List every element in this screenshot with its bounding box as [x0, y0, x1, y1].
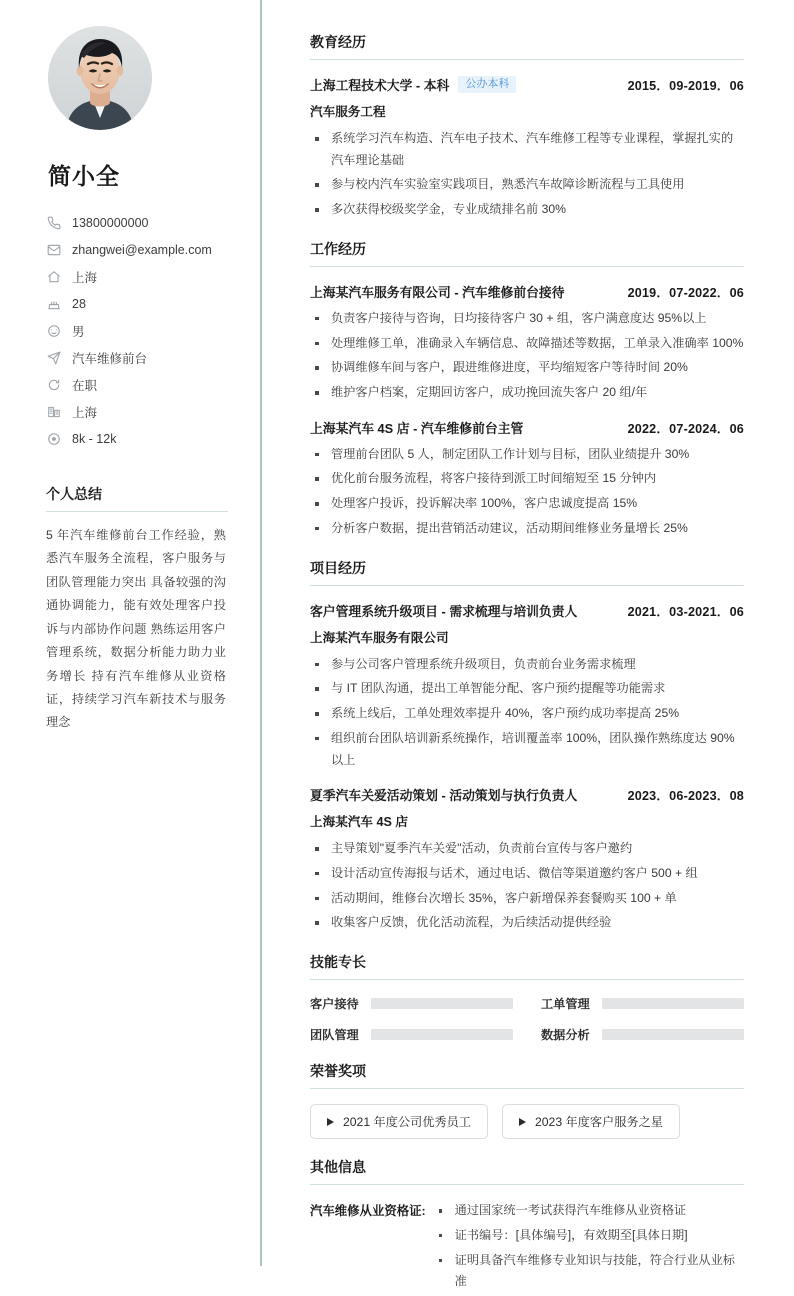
- sidebar: [0, 0, 262, 1266]
- cake-icon: [46, 296, 61, 311]
- entry-title-wrap: [310, 75, 516, 94]
- list-item: 优化前台服务流程，将客户接待到派工时间缩短至 15 分钟内: [310, 468, 744, 490]
- contact-value: 28: [72, 296, 86, 311]
- section-awards: [310, 1061, 744, 1139]
- entry-date: 2023．06-2023．08: [627, 789, 744, 804]
- entry-title: 上海工程技术大学 - 本科: [310, 78, 450, 93]
- bullet-list: [310, 128, 744, 221]
- bullet-list: [310, 838, 744, 934]
- entry-title-wrap: [310, 282, 565, 301]
- gender-icon: [46, 323, 61, 338]
- entry-date: 2015．09-2019．06: [627, 79, 744, 93]
- list-item: 参与公司客户管理系统升级项目，负责前台业务需求梳理: [310, 654, 744, 676]
- other-row: [310, 1200, 744, 1296]
- contact-item-position: [46, 344, 236, 371]
- play-triangle-icon: [327, 1118, 334, 1126]
- skill-item-3: [541, 1026, 744, 1043]
- entry-subtitle: 上海某汽车服务有限公司: [310, 630, 449, 645]
- skill-label: 工单管理: [541, 997, 590, 1012]
- list-item: 处理客户投诉，投诉解决率 100%，客户忠诚度提高 15%: [310, 493, 744, 515]
- work-heading: 工作经历: [310, 239, 744, 267]
- list-item: 参与校内汽车实验室实践项目，熟悉汽车故障诊断流程与工具使用: [310, 174, 744, 196]
- user-photo-icon: [48, 26, 152, 130]
- section-work: [310, 239, 744, 540]
- entry-subtitle: 汽车服务工程: [310, 105, 386, 119]
- skill-item-1: [541, 995, 744, 1012]
- education-heading: 教育经历: [310, 32, 744, 60]
- entry-head: [310, 418, 744, 437]
- contact-item-gender: [46, 317, 236, 344]
- education-entry: [310, 75, 744, 221]
- contact-value: 在职: [72, 378, 98, 393]
- project-entry: [310, 601, 744, 772]
- projects-heading: 项目经历: [310, 558, 744, 586]
- entry-head: [310, 785, 744, 804]
- other-heading: 其他信息: [310, 1157, 744, 1185]
- work-entry: [310, 282, 744, 404]
- contact-value: 上海: [72, 270, 98, 285]
- skill-progress-track: [602, 1029, 744, 1040]
- contact-value: zhangwei@example.com: [72, 242, 212, 257]
- section-education: [310, 32, 744, 221]
- list-item: 处理维修工单，准确录入车辆信息、故障描述等数据，工单录入准确率 100%: [310, 333, 744, 355]
- contact-item-salary: [46, 425, 236, 452]
- skill-label: 团队管理: [310, 1028, 359, 1043]
- building-icon: [46, 404, 61, 419]
- skill-item-0: [310, 995, 513, 1012]
- section-projects: [310, 558, 744, 934]
- entry-subtitle: 上海某汽车 4S 店: [310, 815, 408, 830]
- awards-heading: 荣誉奖项: [310, 1061, 744, 1089]
- list-item: 证书编号：[具体编号]，有效期至[具体日期]: [434, 1225, 744, 1247]
- skills-heading: 技能专长: [310, 952, 744, 980]
- contact-item-location: [46, 263, 236, 290]
- avatar-wrap: [46, 26, 236, 130]
- list-item: 多次获得校级奖学金，专业成绩排名前 30%: [310, 199, 744, 221]
- entry-head: [310, 282, 744, 301]
- skill-label: 客户接待: [310, 997, 359, 1012]
- contact-value: 上海: [72, 405, 98, 420]
- award-chip-1[interactable]: [502, 1104, 680, 1139]
- skill-label: 数据分析: [541, 1028, 590, 1043]
- envelope-icon: [46, 242, 61, 257]
- project-entry: [310, 785, 744, 934]
- contact-value: 13800000000: [72, 215, 149, 230]
- entry-title-wrap: [310, 418, 523, 437]
- other-label: 汽车维修从业资格证:: [310, 1204, 426, 1219]
- contact-list: [46, 209, 236, 452]
- award-label: 2021 年度公司优秀员工: [343, 1115, 471, 1130]
- paper-plane-icon: [46, 350, 61, 365]
- main-content: [262, 0, 794, 1289]
- entry-title: 上海某汽车 4S 店 - 汽车维修前台主管: [310, 420, 524, 436]
- entry-title: 上海某汽车服务有限公司 - 汽车维修前台接待: [310, 284, 565, 300]
- status-badge: 公办本科: [458, 76, 516, 93]
- phone-icon: [46, 215, 61, 230]
- bullet-list: [310, 308, 744, 404]
- avatar: [48, 26, 152, 130]
- award-label: 2023 年度客户服务之星: [535, 1115, 663, 1130]
- entry-title: 夏季汽车关爱活动策划 - 活动策划与执行负责人: [310, 788, 578, 804]
- section-skills: [310, 952, 744, 1043]
- bullet-list: [434, 1200, 744, 1296]
- play-triangle-icon: [519, 1118, 526, 1126]
- skills-grid: [310, 995, 744, 1043]
- section-other: [310, 1157, 744, 1296]
- entry-title: 客户管理系统升级项目 - 需求梳理与培训负责人: [310, 603, 578, 619]
- awards-row: [310, 1104, 744, 1139]
- contact-item-status: [46, 371, 236, 398]
- list-item: 主导策划"夏季汽车关爱"活动，负责前台宣传与客户邀约: [310, 838, 744, 860]
- list-item: 协调维修车间与客户，跟进维修进度，平均缩短客户等待时间 20%: [310, 357, 744, 379]
- summary-heading: 个人总结: [46, 484, 228, 512]
- work-entry: [310, 418, 744, 540]
- summary-text: 5 年汽车维修前台工作经验，熟悉汽车服务全流程，客户服务与团队管理能力突出 具备较强的沟通协调能力，能有效处理客户投诉与内部协作问题 熟练运用客户管理系统，数据分析能力助力业务增长 持有汽车维修从业资格证，持续学习汽车新技术与服务理念: [46, 528, 226, 730]
- list-item: 分析客户数据，提出营销活动建议，活动期间维修业务量增长 25%: [310, 518, 744, 540]
- entry-date: 2021．03-2021．06: [627, 604, 744, 619]
- entry-head: [310, 601, 744, 620]
- list-item: 管理前台团队 5 人，制定团队工作计划与目标，团队业绩提升 30%: [310, 444, 744, 466]
- entry-date: 2022．07-2024．06: [627, 421, 744, 436]
- list-item: 证明具备汽车维修专业知识与技能，符合行业从业标准: [434, 1250, 744, 1293]
- skill-progress-track: [602, 998, 744, 1009]
- contact-value: 男: [72, 324, 85, 339]
- list-item: 系统上线后，工单处理效率提升 40%，客户预约成功率提高 25%: [310, 703, 744, 725]
- contact-item-age: [46, 290, 236, 317]
- entry-date: 2019．07-2022．06: [627, 285, 744, 300]
- list-item: 维护客户档案，定期回访客户，成功挽回流失客户 20 组/年: [310, 382, 744, 404]
- bullet-list: [310, 654, 744, 772]
- contact-item-email: [46, 236, 236, 263]
- refresh-icon: [46, 377, 61, 392]
- summary-section: [46, 484, 236, 735]
- entry-title-wrap: [310, 785, 577, 804]
- person-name: 简小全: [48, 163, 120, 189]
- skill-progress-track: [371, 998, 513, 1009]
- list-item: 通过国家统一考试获得汽车维修从业资格证: [434, 1200, 744, 1222]
- target-icon: [46, 431, 61, 446]
- award-chip-0[interactable]: [310, 1104, 488, 1139]
- skill-progress-track: [371, 1029, 513, 1040]
- list-item: 系统学习汽车构造、汽车电子技术、汽车维修工程等专业课程，掌握扎实的汽车理论基础: [310, 128, 744, 171]
- contact-item-city: [46, 398, 236, 425]
- contact-item-phone: [46, 209, 236, 236]
- skill-item-2: [310, 1026, 513, 1043]
- list-item: 活动期间，维修台次增长 35%，客户新增保养套餐购买 100 + 单: [310, 888, 744, 910]
- entry-head: [310, 75, 744, 94]
- entry-title-wrap: [310, 601, 577, 620]
- home-icon: [46, 269, 61, 284]
- contact-value: 汽车维修前台: [72, 351, 148, 366]
- bullet-list: [310, 444, 744, 540]
- list-item: 负责客户接待与咨询，日均接待客户 30 + 组，客户满意度达 95%以上: [310, 308, 744, 330]
- list-item: 设计活动宣传海报与话术，通过电话、微信等渠道邀约客户 500 + 组: [310, 863, 744, 885]
- contact-value: 8k - 12k: [72, 431, 117, 446]
- list-item: 收集客户反馈，优化活动流程，为后续活动提供经验: [310, 912, 744, 934]
- list-item: 组织前台团队培训新系统操作，培训覆盖率 100%，团队操作熟练度达 90%以上: [310, 728, 744, 771]
- list-item: 与 IT 团队沟通，提出工单智能分配、客户预约提醒等功能需求: [310, 678, 744, 700]
